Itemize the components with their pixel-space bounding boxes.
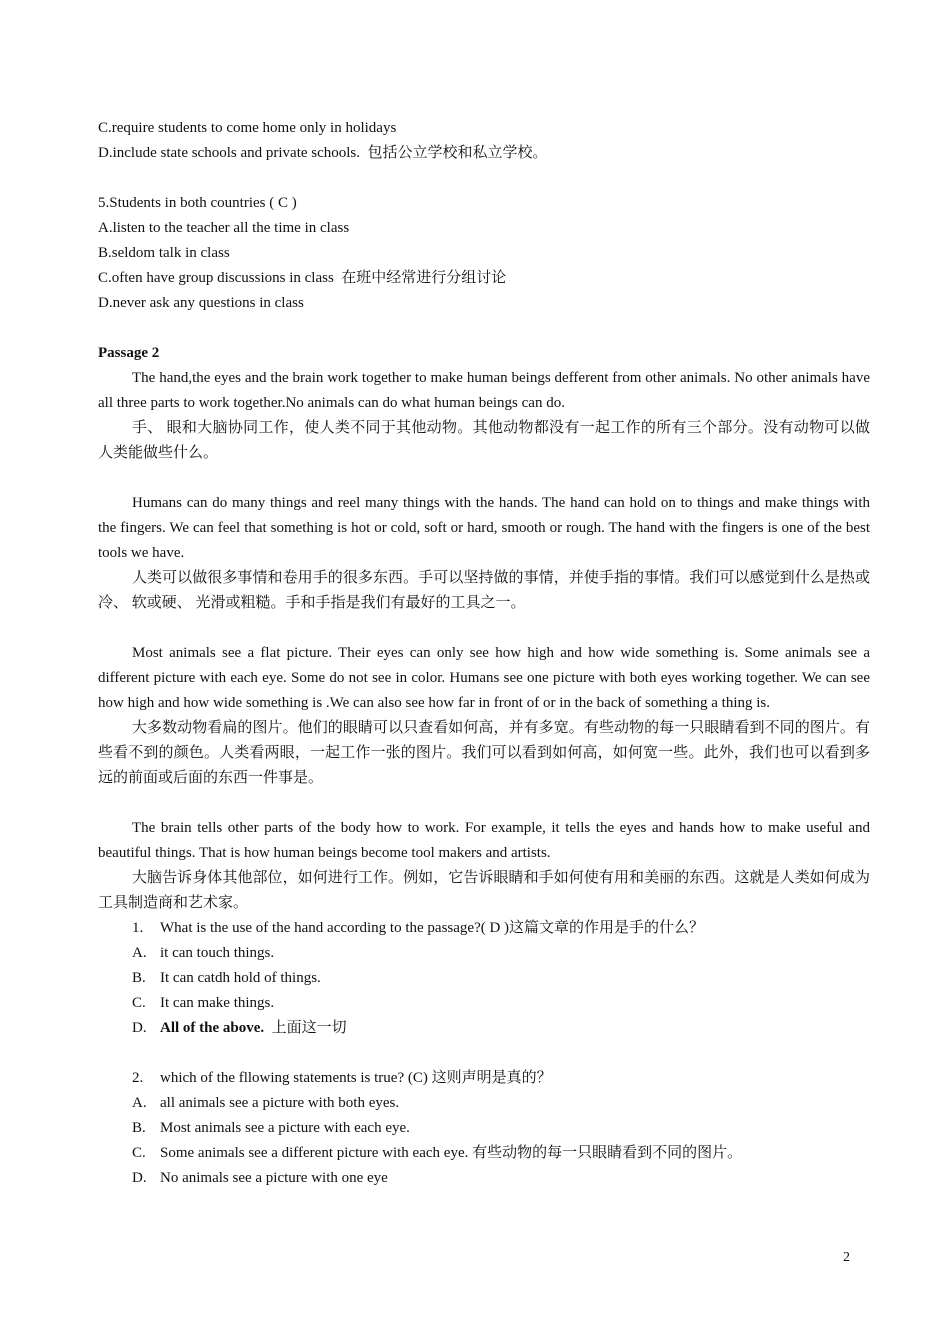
option-label: A. bbox=[132, 945, 147, 961]
option-text: No animals see a picture with one eye bbox=[160, 1170, 388, 1186]
option-label: C. bbox=[132, 1145, 146, 1161]
question-1-option-c bbox=[98, 991, 870, 1016]
page-number: 2 bbox=[843, 1250, 850, 1265]
question-2-option-b bbox=[98, 1116, 870, 1141]
passage-heading: Passage 2 bbox=[98, 345, 160, 361]
question-number: 2. bbox=[132, 1070, 144, 1086]
question-2 bbox=[98, 1066, 870, 1091]
option-text-wrap bbox=[160, 1016, 870, 1041]
q4-option-d: D.include state schools and private schools. 包括公立学校和私立学校。 bbox=[98, 145, 548, 161]
question-1-option-a bbox=[98, 941, 870, 966]
option-label: C. bbox=[132, 995, 146, 1011]
option-label: B. bbox=[132, 970, 146, 986]
question-1 bbox=[98, 916, 870, 941]
option-text: It can catdh hold of things. bbox=[160, 970, 321, 986]
spacer bbox=[98, 166, 870, 191]
option-text: It can make things. bbox=[160, 995, 275, 1011]
option-text: it can touch things. bbox=[160, 945, 275, 961]
q5-question: 5.Students in both countries ( C ) bbox=[98, 195, 297, 211]
paragraph-2-zh: 人类可以做很多事情和卷用手的很多东西。手可以坚持做的事情，并使手指的事情。我们可以感觉到什么是热或冷、 软或硬、 光滑或粗糙。手和手指是我们有最好的工具之一。 bbox=[98, 570, 870, 611]
question-text: What is the use of the hand according to the passage?( D )这篇文章的作用是手的什么？ bbox=[160, 920, 705, 936]
option-translation: 上面这一切 bbox=[271, 1020, 347, 1036]
option-label: B. bbox=[132, 1120, 146, 1136]
q5-option-d: D.never ask any questions in class bbox=[98, 295, 304, 311]
paragraph-4-zh: 大脑告诉身体其他部位，如何进行工作。例如，它告诉眼睛和手如何使有用和美丽的东西。这就是人类如何成为工具制造商和艺术家。 bbox=[98, 870, 870, 911]
question-1-option-b bbox=[98, 966, 870, 991]
question-1-option-d bbox=[98, 1016, 870, 1041]
paragraph-4-en: The brain tells other parts of the body how to work. For example, it tells the eyes and hands how to make useful and beautiful things. That is how human beings become tool makers and artists. bbox=[98, 820, 874, 861]
question-2-option-a bbox=[98, 1091, 870, 1116]
spacer bbox=[98, 316, 870, 341]
q5-option-c: C.often have group discussions in class 在班中经常进行分组讨论 bbox=[98, 270, 507, 286]
q5-option-a: A.listen to the teacher all the time in class bbox=[98, 220, 350, 236]
paragraph-3-en: Most animals see a flat picture. Their eyes can only see how high and how wide something is. Some animals see a different picture with each eye. Some do not see in color. Humans see one picture with both eyes working together. We can see how high and how wide something is .We can also see how far in front of or in the back of something a thing is. bbox=[98, 645, 874, 711]
q5-option-b: B.seldom talk in class bbox=[98, 245, 230, 261]
option-answer-text: All of the above. bbox=[160, 1020, 265, 1036]
spacer bbox=[98, 1041, 870, 1066]
question-number: 1. bbox=[132, 920, 144, 936]
spacer bbox=[98, 466, 870, 491]
question-2-option-c bbox=[98, 1141, 870, 1166]
option-label: D. bbox=[132, 1020, 147, 1036]
spacer bbox=[98, 791, 870, 816]
paragraph-1-en: The hand,the eyes and the brain work together to make human beings defferent from other animals. No other animals have all three parts to work together.No animals can do what human beings can do. bbox=[98, 370, 874, 411]
spacer bbox=[98, 616, 870, 641]
question-text: which of the fllowing statements is true? (C) 这则声明是真的？ bbox=[160, 1070, 552, 1086]
q4-option-c: C.require students to come home only in holidays bbox=[98, 120, 397, 136]
option-text: Most animals see a picture with each eye. bbox=[160, 1120, 410, 1136]
option-text: Some animals see a different picture with each eye. 有些动物的每一只眼睛看到不同的图片。 bbox=[160, 1145, 743, 1161]
option-label: A. bbox=[132, 1095, 147, 1111]
paragraph-1-zh: 手、 眼和大脑协同工作，使人类不同于其他动物。其他动物都没有一起工作的所有三个部分。没有动物可以做人类能做些什么。 bbox=[98, 420, 870, 461]
paragraph-2-en: Humans can do many things and reel many things with the hands. The hand can hold on to things and make things with the fingers. We can feel that something is hot or cold, soft or hard, smooth or rough. The hand with the fingers is one of the best tools we have. bbox=[98, 495, 874, 561]
paragraph-3-zh: 大多数动物看扁的图片。他们的眼睛可以只查看如何高，并有多宽。有些动物的每一只眼睛看到不同的图片。有些看不到的颜色。人类看两眼，一起工作一张的图片。我们可以看到如何高，如何宽一些。此外，我们也可以看到多远的前面或后面的东西一件事是。 bbox=[98, 720, 870, 786]
option-text: all animals see a picture with both eyes. bbox=[160, 1095, 400, 1111]
question-2-option-d bbox=[98, 1166, 870, 1191]
document-page bbox=[98, 116, 874, 1191]
option-label: D. bbox=[132, 1170, 147, 1186]
